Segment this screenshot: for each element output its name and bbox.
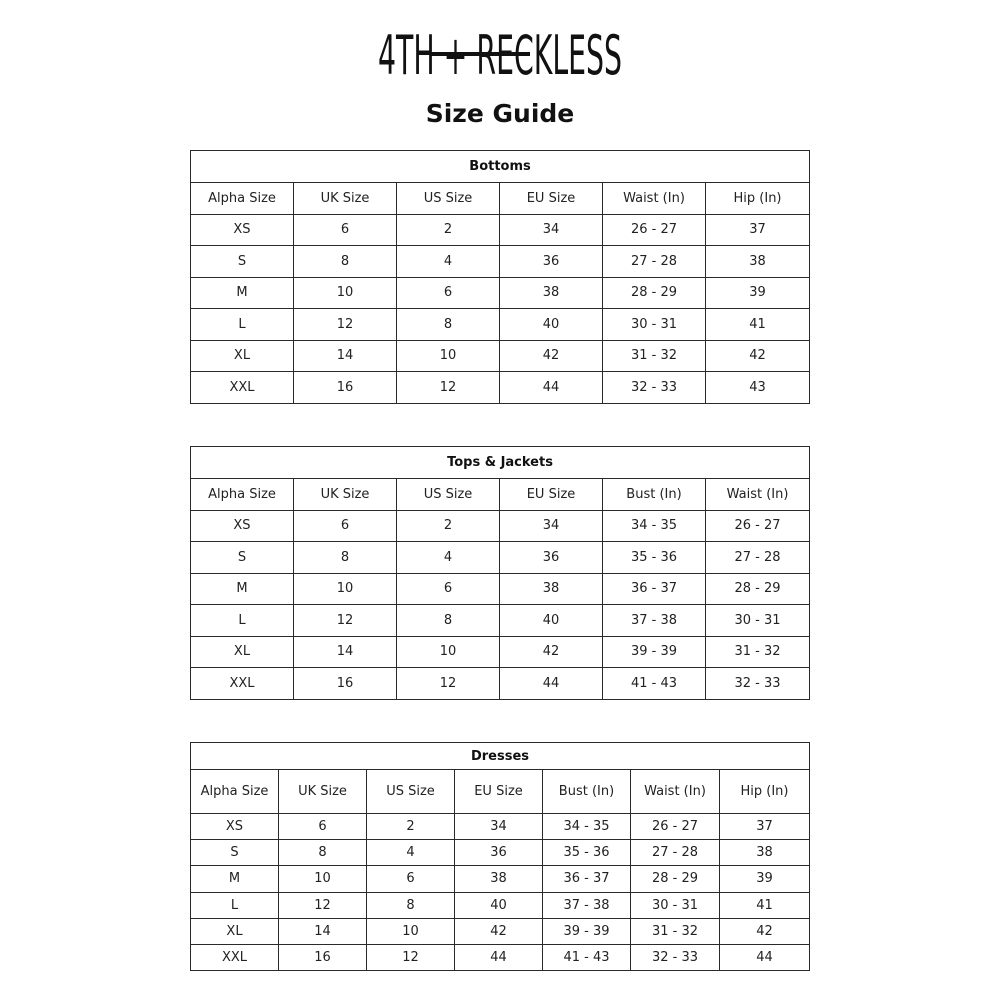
table-cell: 37 - 38 [603, 605, 706, 637]
table-cell: 36 [500, 542, 603, 574]
table-cell: 39 - 39 [543, 918, 631, 944]
table-cell: 32 - 33 [631, 944, 720, 970]
table-cell: 32 - 33 [706, 668, 810, 700]
tops-size-table [190, 446, 810, 700]
table-cell: 16 [279, 944, 367, 970]
table-cell: 6 [367, 866, 455, 892]
table-cell: 40 [500, 605, 603, 637]
column-header: Waist (In) [631, 770, 720, 814]
table-cell: 42 [455, 918, 543, 944]
table-cell: 41 - 43 [603, 668, 706, 700]
table-cell: 8 [279, 840, 367, 866]
table-cell: 43 [706, 372, 810, 404]
column-header: UK Size [279, 770, 367, 814]
table-cell: 38 [500, 277, 603, 309]
column-header: US Size [397, 479, 500, 511]
table-row [191, 214, 810, 246]
table-cell: 41 [706, 309, 810, 341]
table-cell: 6 [279, 814, 367, 840]
table-cell: 27 - 28 [706, 542, 810, 574]
bottoms-size-table [190, 150, 810, 404]
table-cell: XS [191, 214, 294, 246]
table-cell: 42 [500, 636, 603, 668]
table-cell: 44 [455, 944, 543, 970]
table-header-row [191, 479, 810, 511]
table-cell: 28 - 29 [631, 866, 720, 892]
table-row [191, 668, 810, 700]
table-header-row [191, 770, 810, 814]
table-row [191, 840, 810, 866]
table-cell: 30 - 31 [631, 892, 720, 918]
table-cell: 14 [294, 636, 397, 668]
table-row [191, 340, 810, 372]
table-row [191, 605, 810, 637]
table-row [191, 892, 810, 918]
table-cell: 41 [720, 892, 810, 918]
column-header: Waist (In) [603, 183, 706, 215]
table-cell: 42 [720, 918, 810, 944]
table-cell: S [191, 246, 294, 278]
table-cell: 8 [367, 892, 455, 918]
table-row [191, 542, 810, 574]
column-header: UK Size [294, 479, 397, 511]
table-row [191, 636, 810, 668]
table-cell: 10 [294, 573, 397, 605]
table-cell: 14 [294, 340, 397, 372]
column-header: Bust (In) [543, 770, 631, 814]
table-cell: 44 [500, 372, 603, 404]
table-cell: 26 - 27 [631, 814, 720, 840]
table-cell: 2 [367, 814, 455, 840]
table-cell: 38 [706, 246, 810, 278]
column-header: Alpha Size [191, 183, 294, 215]
table-row [191, 510, 810, 542]
table-cell: 4 [397, 246, 500, 278]
table-row [191, 573, 810, 605]
table-cell: L [191, 892, 279, 918]
table-cell: 41 - 43 [543, 944, 631, 970]
table-caption: Dresses [191, 743, 810, 770]
table-cell: 10 [397, 636, 500, 668]
table-cell: 8 [397, 605, 500, 637]
table-cell: XL [191, 340, 294, 372]
table-row [191, 944, 810, 970]
table-cell: 36 - 37 [543, 866, 631, 892]
table-cell: 27 - 28 [603, 246, 706, 278]
table-cell: 10 [397, 340, 500, 372]
table-cell: 37 [706, 214, 810, 246]
table-cell: 35 - 36 [543, 840, 631, 866]
column-header: US Size [397, 183, 500, 215]
table-cell: 2 [397, 510, 500, 542]
table-cell: 35 - 36 [603, 542, 706, 574]
table-row [191, 246, 810, 278]
table-cell: XL [191, 918, 279, 944]
table-cell: 34 - 35 [543, 814, 631, 840]
column-header: Hip (In) [706, 183, 810, 215]
table-cell: 36 [455, 840, 543, 866]
table-cell: 42 [500, 340, 603, 372]
table-cell: 36 - 37 [603, 573, 706, 605]
column-header: Alpha Size [191, 479, 294, 511]
column-header: Alpha Size [191, 770, 279, 814]
brand-logo [0, 22, 1000, 86]
table-cell: 40 [455, 892, 543, 918]
table-cell: S [191, 542, 294, 574]
table-caption-row [191, 151, 810, 183]
table-cell: 4 [397, 542, 500, 574]
table-cell: 27 - 28 [631, 840, 720, 866]
table-caption: Bottoms [191, 151, 810, 183]
table-cell: M [191, 866, 279, 892]
table-cell: 31 - 32 [603, 340, 706, 372]
table-cell: 44 [500, 668, 603, 700]
table-cell: 14 [279, 918, 367, 944]
table-cell: 26 - 27 [603, 214, 706, 246]
table-caption-row [191, 447, 810, 479]
table-cell: XL [191, 636, 294, 668]
table-cell: 34 - 35 [603, 510, 706, 542]
table-row [191, 814, 810, 840]
table-cell: 38 [455, 866, 543, 892]
table-cell: 38 [500, 573, 603, 605]
table-cell: 6 [397, 277, 500, 309]
table-cell: 6 [294, 510, 397, 542]
table-row [191, 918, 810, 944]
table-cell: XS [191, 814, 279, 840]
column-header: Bust (In) [603, 479, 706, 511]
table-cell: 8 [294, 542, 397, 574]
brand-wordmark-icon [370, 22, 630, 86]
table-cell: 39 [706, 277, 810, 309]
table-cell: 10 [279, 866, 367, 892]
page-title: Size Guide [425, 99, 575, 128]
table-cell: L [191, 309, 294, 341]
table-cell: L [191, 605, 294, 637]
table-cell: 38 [720, 840, 810, 866]
table-cell: 39 - 39 [603, 636, 706, 668]
table-cell: 42 [706, 340, 810, 372]
table-cell: 34 [455, 814, 543, 840]
table-cell: 4 [367, 840, 455, 866]
table-cell: 8 [397, 309, 500, 341]
table-cell: 32 - 33 [603, 372, 706, 404]
column-header: Waist (In) [706, 479, 810, 511]
table-cell: 6 [397, 573, 500, 605]
table-cell: 34 [500, 214, 603, 246]
table-cell: 34 [500, 510, 603, 542]
table-cell: 12 [279, 892, 367, 918]
table-cell: XXL [191, 668, 294, 700]
table-row [191, 372, 810, 404]
table-cell: 26 - 27 [706, 510, 810, 542]
table-caption-row [191, 743, 810, 770]
table-cell: 12 [294, 309, 397, 341]
table-cell: 12 [397, 668, 500, 700]
table-cell: 2 [397, 214, 500, 246]
table-cell: 44 [720, 944, 810, 970]
table-cell: 36 [500, 246, 603, 278]
table-cell: 12 [294, 605, 397, 637]
table-cell: 6 [294, 214, 397, 246]
table-cell: 40 [500, 309, 603, 341]
table-cell: 8 [294, 246, 397, 278]
column-header: US Size [367, 770, 455, 814]
table-cell: S [191, 840, 279, 866]
column-header: EU Size [500, 479, 603, 511]
table-cell: 10 [294, 277, 397, 309]
table-cell: XXL [191, 372, 294, 404]
table-row [191, 309, 810, 341]
table-cell: 30 - 31 [706, 605, 810, 637]
table-cell: 37 [720, 814, 810, 840]
table-cell: 30 - 31 [603, 309, 706, 341]
table-cell: 10 [367, 918, 455, 944]
table-cell: 28 - 29 [706, 573, 810, 605]
table-cell: 31 - 32 [631, 918, 720, 944]
table-cell: 16 [294, 372, 397, 404]
table-cell: M [191, 573, 294, 605]
brand-logo-text: 4TH + RECKLESS [378, 24, 622, 87]
column-header: EU Size [455, 770, 543, 814]
table-header-row [191, 183, 810, 215]
table-cell: 37 - 38 [543, 892, 631, 918]
table-cell: 12 [397, 372, 500, 404]
table-cell: 16 [294, 668, 397, 700]
table-cell: XS [191, 510, 294, 542]
table-caption: Tops & Jackets [191, 447, 810, 479]
table-row [191, 277, 810, 309]
table-row [191, 866, 810, 892]
table-cell: 31 - 32 [706, 636, 810, 668]
table-cell: 12 [367, 944, 455, 970]
table-cell: 39 [720, 866, 810, 892]
table-cell: 28 - 29 [603, 277, 706, 309]
table-cell: XXL [191, 944, 279, 970]
table-cell: M [191, 277, 294, 309]
column-header: UK Size [294, 183, 397, 215]
dresses-size-table [190, 742, 810, 971]
column-header: EU Size [500, 183, 603, 215]
column-header: Hip (In) [720, 770, 810, 814]
